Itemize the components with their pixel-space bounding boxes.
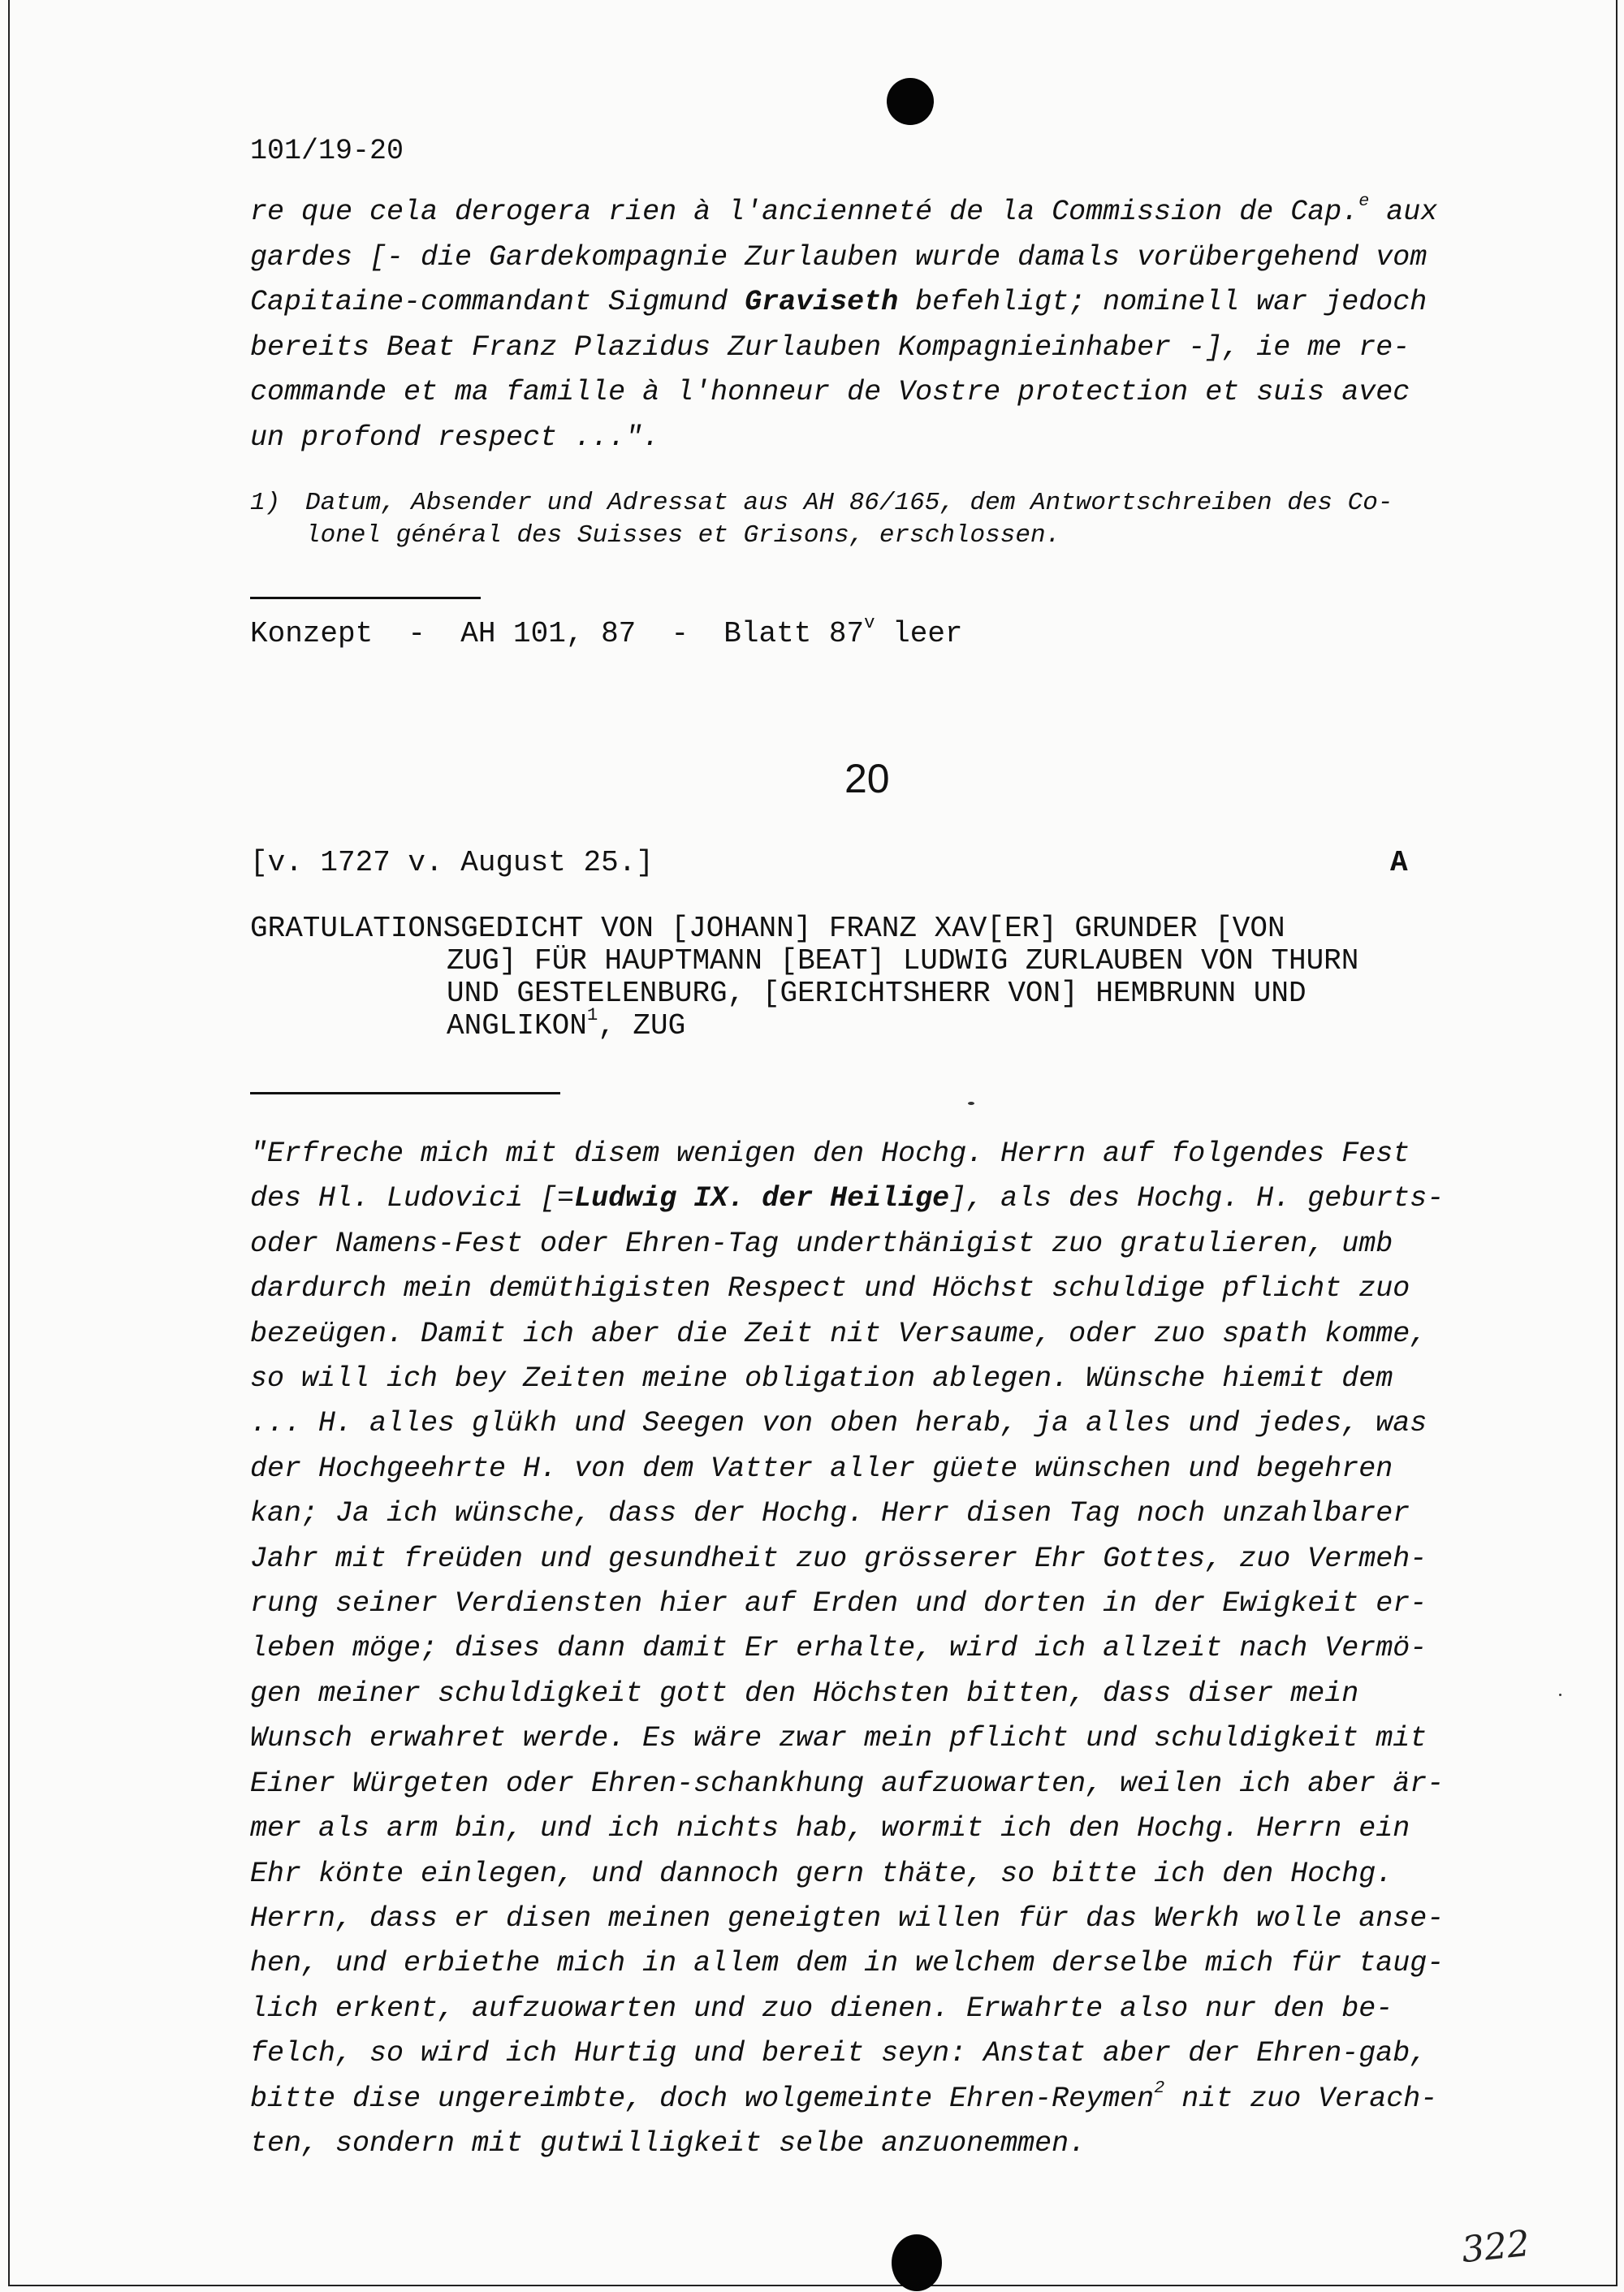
handwritten-page-number: 322 bbox=[1459, 2222, 1532, 2272]
document-number: 20 bbox=[844, 756, 890, 801]
divider-line bbox=[250, 1092, 560, 1094]
document-mark: A bbox=[1390, 846, 1408, 879]
document-reference: 101/19-20 bbox=[250, 135, 404, 167]
document-date: [v. 1727 v. August 25.] bbox=[250, 846, 654, 879]
footnote-marker: 1) bbox=[250, 489, 281, 517]
continuation-paragraph: re que cela derogera rien à l'ancienneté de la Commission de Cap.$^e$ aux gardes [- die Gardekompagnie Zurlauben wurde damals vorübergehend vom Capitaine-commandant Sigmund Graviseth befehligt; nominell war jedoch bereits Beat Franz Plazidus Zurlauben Kompagnieinhaber -], ie me re- commande et ma famille à l'honneur de Vostre protection et suis avec un profond respect ...". bbox=[250, 191, 1438, 454]
scan-speck bbox=[968, 1102, 974, 1105]
punch-hole-bottom bbox=[892, 2234, 942, 2291]
scan-speck bbox=[1559, 1694, 1561, 1696]
footnote-1: 1) Datum, Absender und Adressat aus AH 86/165, dem Antwortschreiben des Co- lonel général des Suisses et Grisons, erschlossen. bbox=[250, 489, 1393, 550]
bold-name: Graviseth bbox=[745, 286, 899, 318]
divider-line bbox=[250, 597, 481, 599]
source-note: Konzept - AH 101, 87 - Blatt 87$^v$ leer bbox=[250, 611, 963, 650]
document-title: GRATULATIONSGEDICHT VON [JOHANN] FRANZ XAV[ER] GRUNDER [VON ZUG] FÜR HAUPTMANN [BEAT] LUDWIG ZURLAUBEN VON THURN UND GESTELENBURG, [GERICHTSHERR VON] HEMBRUNN UND ANGLIKON$^1$, ZUG bbox=[250, 912, 1359, 1042]
punch-hole-top bbox=[887, 78, 934, 125]
bold-annotation: Ludwig IX. der Heilige bbox=[574, 1182, 950, 1215]
body-text: "Erfreche mich mit disem wenigen den Hochg. Herrn auf folgendes Fest des Hl. Ludovici [=Ludwig IX. der Heilige], als des Hochg. H. geburts- oder Namens-Fest oder Ehren-Tag underthänigist zuo gratulieren, umb dardurch mein demüthigisten Respect und Höchst schuldige pflicht zuo bezeügen. Damit ich aber die Zeit nit Versaume, oder zuo spath komme, so will ich bey Zeiten meine obligation ablegen. Wünsche hiemit dem ... H. alles glükh und Seegen von oben herab, ja alles und jedes, was der Hochgeehrte H. von dem Vatter aller güete wünschen und begehren kan; Ja ich wünsche, dass der Hochg. Herr disen Tag noch unzahlbarer Jahr mit freüden und gesundheit zuo grösserer Ehr Gottes, zuo Vermeh- rung seiner Verdiensten hier auf Erden und dorten in der Ewigkeit er- leben möge; dises dann damit Er erhalte, wird ich allzeit nach Vermö- gen meiner schuldigkeit gott den Höchsten bitten, dass diser mein Wunsch erwahret werde. Es wäre zwar mein pflicht und schuldigkeit mit Einer Würgeten oder Ehren-schankhung aufzuowarten, weilen ich aber är- mer als arm bin, und ich nichts hab, wormit ich den Hochg. Herrn ein Ehr könte einlegen, und dannoch gern thäte, so bitte ich den Hochg. Herrn, dass er disen meinen geneigten willen für das Werkh wolle anse- hen, und erbiethe mich in allem dem in welchem derselbe mich für taug- lich erkent, aufzuowarten und zuo dienen. Erwahrte also nur den be- felch, so wird ich Hurtig und bereit seyn: Anstat aber der Ehren-gab, bitte dise ungereimbte, doch wolgemeinte Ehren-Reymen$^2$ nit zuo Verach- ten, sondern mit gutwilligkeit selbe anzuonemmen. bbox=[250, 1137, 1445, 2160]
